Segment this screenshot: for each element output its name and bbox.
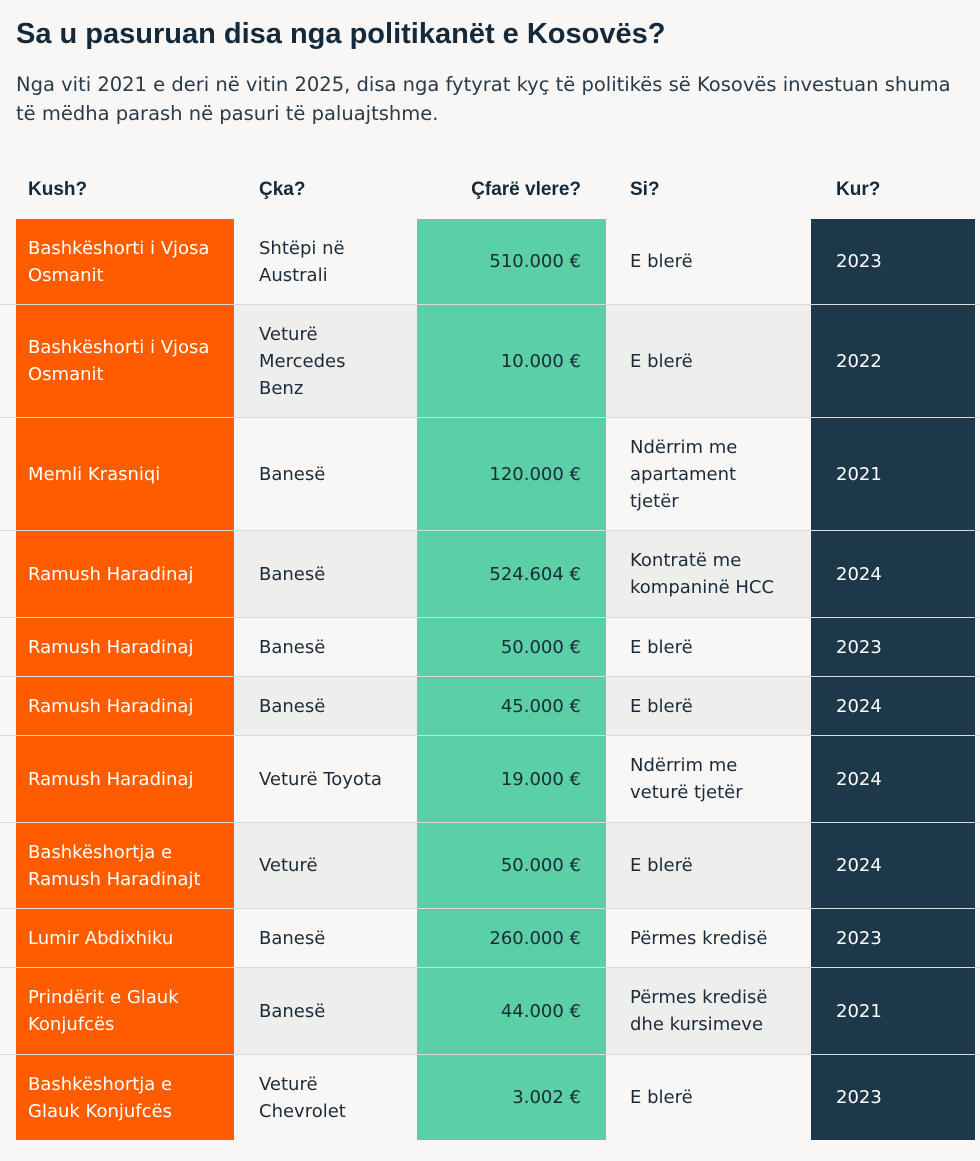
cell-kur: 2023 bbox=[836, 927, 882, 949]
cell-kush: Bashkëshorti i Vjosa Osmanit bbox=[28, 237, 210, 286]
table-row bbox=[0, 677, 980, 736]
cell-kush: Ramush Haradinaj bbox=[28, 636, 194, 658]
cell-kush: Ramush Haradinaj bbox=[28, 563, 194, 585]
table-row bbox=[0, 418, 980, 531]
cell-si: Kontratë me kompaninë HCC bbox=[630, 550, 775, 598]
cell-cka: Shtëpi në Australi bbox=[259, 237, 345, 286]
cell-vlere: 44.000 € bbox=[500, 1000, 581, 1022]
cell-si: Përmes kredisë dhe kursimeve bbox=[630, 987, 768, 1035]
table-row bbox=[0, 823, 980, 909]
cell-si: Ndërrim me apartament tjetër bbox=[630, 436, 738, 512]
cell-si: E blerë bbox=[630, 350, 693, 372]
cell-kur: 2023 bbox=[836, 251, 882, 272]
cell-kur: 2024 bbox=[836, 563, 882, 585]
cell-vlere: 524.604 € bbox=[489, 563, 581, 585]
cell-si: E blerë bbox=[630, 1087, 693, 1108]
cell-cka: Veturë Mercedes Benz bbox=[259, 323, 346, 399]
cell-kush: Prindërit e Glauk Konjufcës bbox=[28, 987, 179, 1035]
table-row bbox=[0, 618, 980, 677]
cell-si: E blerë bbox=[630, 251, 693, 272]
cell-kur: 2024 bbox=[836, 768, 882, 790]
cell-cka: Banesë bbox=[259, 1000, 326, 1022]
cell-si: E blerë bbox=[630, 695, 693, 717]
cell-si: Ndërrim me veturë tjetër bbox=[630, 755, 743, 803]
cell-vlere: 120.000 € bbox=[489, 463, 581, 485]
cell-si: E blerë bbox=[630, 855, 693, 876]
table-body bbox=[0, 219, 980, 1140]
cell-kush: Ramush Haradinaj bbox=[28, 768, 194, 790]
header-kush: Kush? bbox=[28, 179, 88, 200]
cell-cka: Veturë Toyota bbox=[259, 768, 382, 790]
table-row bbox=[0, 531, 980, 618]
table-row bbox=[0, 968, 980, 1055]
cell-cka: Banesë bbox=[259, 695, 326, 717]
cell-vlere: 260.000 € bbox=[489, 927, 581, 949]
cell-cka: Banesë bbox=[259, 636, 326, 658]
header-kur: Kur? bbox=[836, 179, 881, 200]
cell-kur: 2024 bbox=[836, 855, 882, 876]
cell-cka: Veturë Chevrolet bbox=[259, 1073, 346, 1122]
table-row bbox=[0, 909, 980, 968]
table-header bbox=[0, 175, 980, 207]
table-row bbox=[0, 305, 980, 418]
header-vlere: Çfarë vlere? bbox=[471, 179, 581, 200]
cell-vlere: 510.000 € bbox=[489, 251, 581, 272]
cell-vlere: 10.000 € bbox=[500, 350, 581, 372]
cell-kush: Lumir Abdixhiku bbox=[28, 927, 174, 949]
page-subtitle: Nga viti 2021 e deri në vitin 2025, disa nga fytyrat kyç të politikës së Kosovës investuan shuma të mëdha parash në pasuri të paluajtshme. bbox=[16, 73, 951, 125]
cell-vlere: 50.000 € bbox=[500, 855, 581, 876]
header-cka: Çka? bbox=[259, 179, 306, 200]
cell-kush: Memli Krasniqi bbox=[28, 463, 161, 485]
table-row bbox=[0, 736, 980, 823]
cell-kur: 2024 bbox=[836, 695, 882, 717]
table-row bbox=[0, 219, 980, 305]
cell-kur: 2022 bbox=[836, 350, 882, 372]
cell-si: E blerë bbox=[630, 636, 693, 658]
cell-kur: 2023 bbox=[836, 1087, 882, 1108]
cell-kush: Bashkëshorti i Vjosa Osmanit bbox=[28, 337, 210, 385]
cell-cka: Banesë bbox=[259, 463, 326, 485]
cell-si: Përmes kredisë bbox=[630, 927, 768, 949]
cell-kush: Ramush Haradinaj bbox=[28, 695, 194, 717]
cell-cka: Veturë bbox=[259, 855, 318, 876]
page-title: Sa u pasuruan disa nga politikanët e Kosovës? bbox=[16, 18, 666, 50]
cell-vlere: 3.002 € bbox=[512, 1087, 581, 1108]
cell-kur: 2021 bbox=[836, 1000, 882, 1022]
cell-kush: Bashkëshortja e Glauk Konjufcës bbox=[28, 1073, 173, 1122]
cell-vlere: 50.000 € bbox=[500, 636, 581, 658]
cell-kur: 2023 bbox=[836, 636, 882, 658]
cell-cka: Banesë bbox=[259, 563, 326, 585]
cell-vlere: 45.000 € bbox=[500, 695, 581, 717]
cell-cka: Banesë bbox=[259, 927, 326, 949]
table-row bbox=[0, 1055, 980, 1140]
header-si: Si? bbox=[630, 179, 660, 200]
cell-kush: Bashkëshortja e Ramush Haradinajt bbox=[28, 841, 201, 890]
cell-kur: 2021 bbox=[836, 463, 882, 485]
cell-vlere: 19.000 € bbox=[500, 768, 581, 790]
